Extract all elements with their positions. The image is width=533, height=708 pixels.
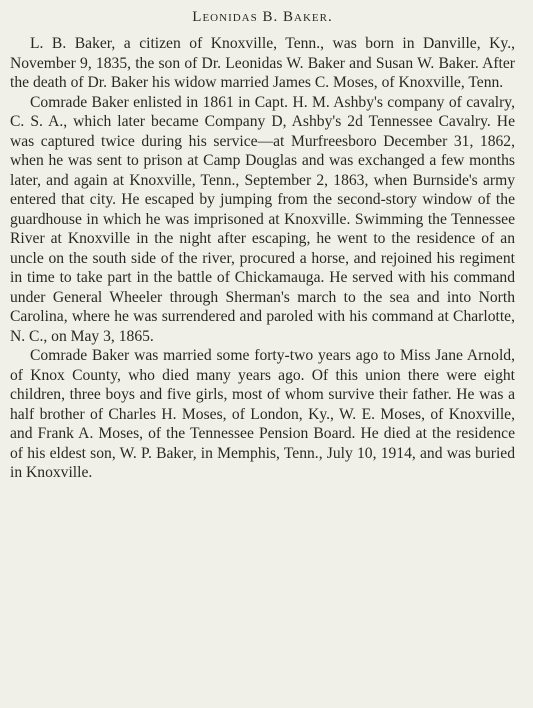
paragraph-family: Comrade Baker was married some forty-two years ago to Miss Jane Arnold, of Knox County, who died many years ago. Of this union there were eight children, three boys and five girls, most of whom survive their father. He was a half brother of Charles H. Moses, of London, Ky., W. E. Moses, of Knoxville, and Frank A. Moses, of the Tennessee Pension Board. He died at the residence of his eldest son, W. P. Baker, in Memphis, Tenn., July 10, 1914, and was buried in Knoxville.	[10, 347, 515, 481]
paragraph-birth: L. B. Baker, a citizen of Knoxville, Tenn., was born in Danville, Ky., November 9, 1835, the son of Dr. Leonidas W. Baker and Susan W. Baker. After the death of Dr. Baker his widow married James C. Moses, of Knoxville, Tenn.	[10, 35, 515, 91]
paragraph-service: Comrade Baker enlisted in 1861 in Capt. H. M. Ashby's company of cavalry, C. S. A., which later became Company D, Ashby's 2d Tennessee Cavalry. He was captured twice during his service—at Murfreesboro December 31, 1862, when he was sent to prison at Camp Douglas and was exchanged a few months later, and again at Knoxville, Tenn., September 2, 1863, when Burnside's army entered that city. He escaped by jumping from the second-story window of the guardhouse in which he was imprisoned at Knoxville. Swimming the Tennessee River at Knoxville in the night after escaping, he went to the residence of an uncle on the south side of the river, procured a horse, and rejoined his regiment in time to take part in the battle of Chickamauga. He served with his command under General Wheeler through Sherman's march to the sea and into North Carolina, where he was surrendered and paroled with his command at Charlotte, N. C., on May 3, 1865.	[10, 93, 515, 345]
article-title: Leonidas B. Baker.	[192, 9, 333, 25]
